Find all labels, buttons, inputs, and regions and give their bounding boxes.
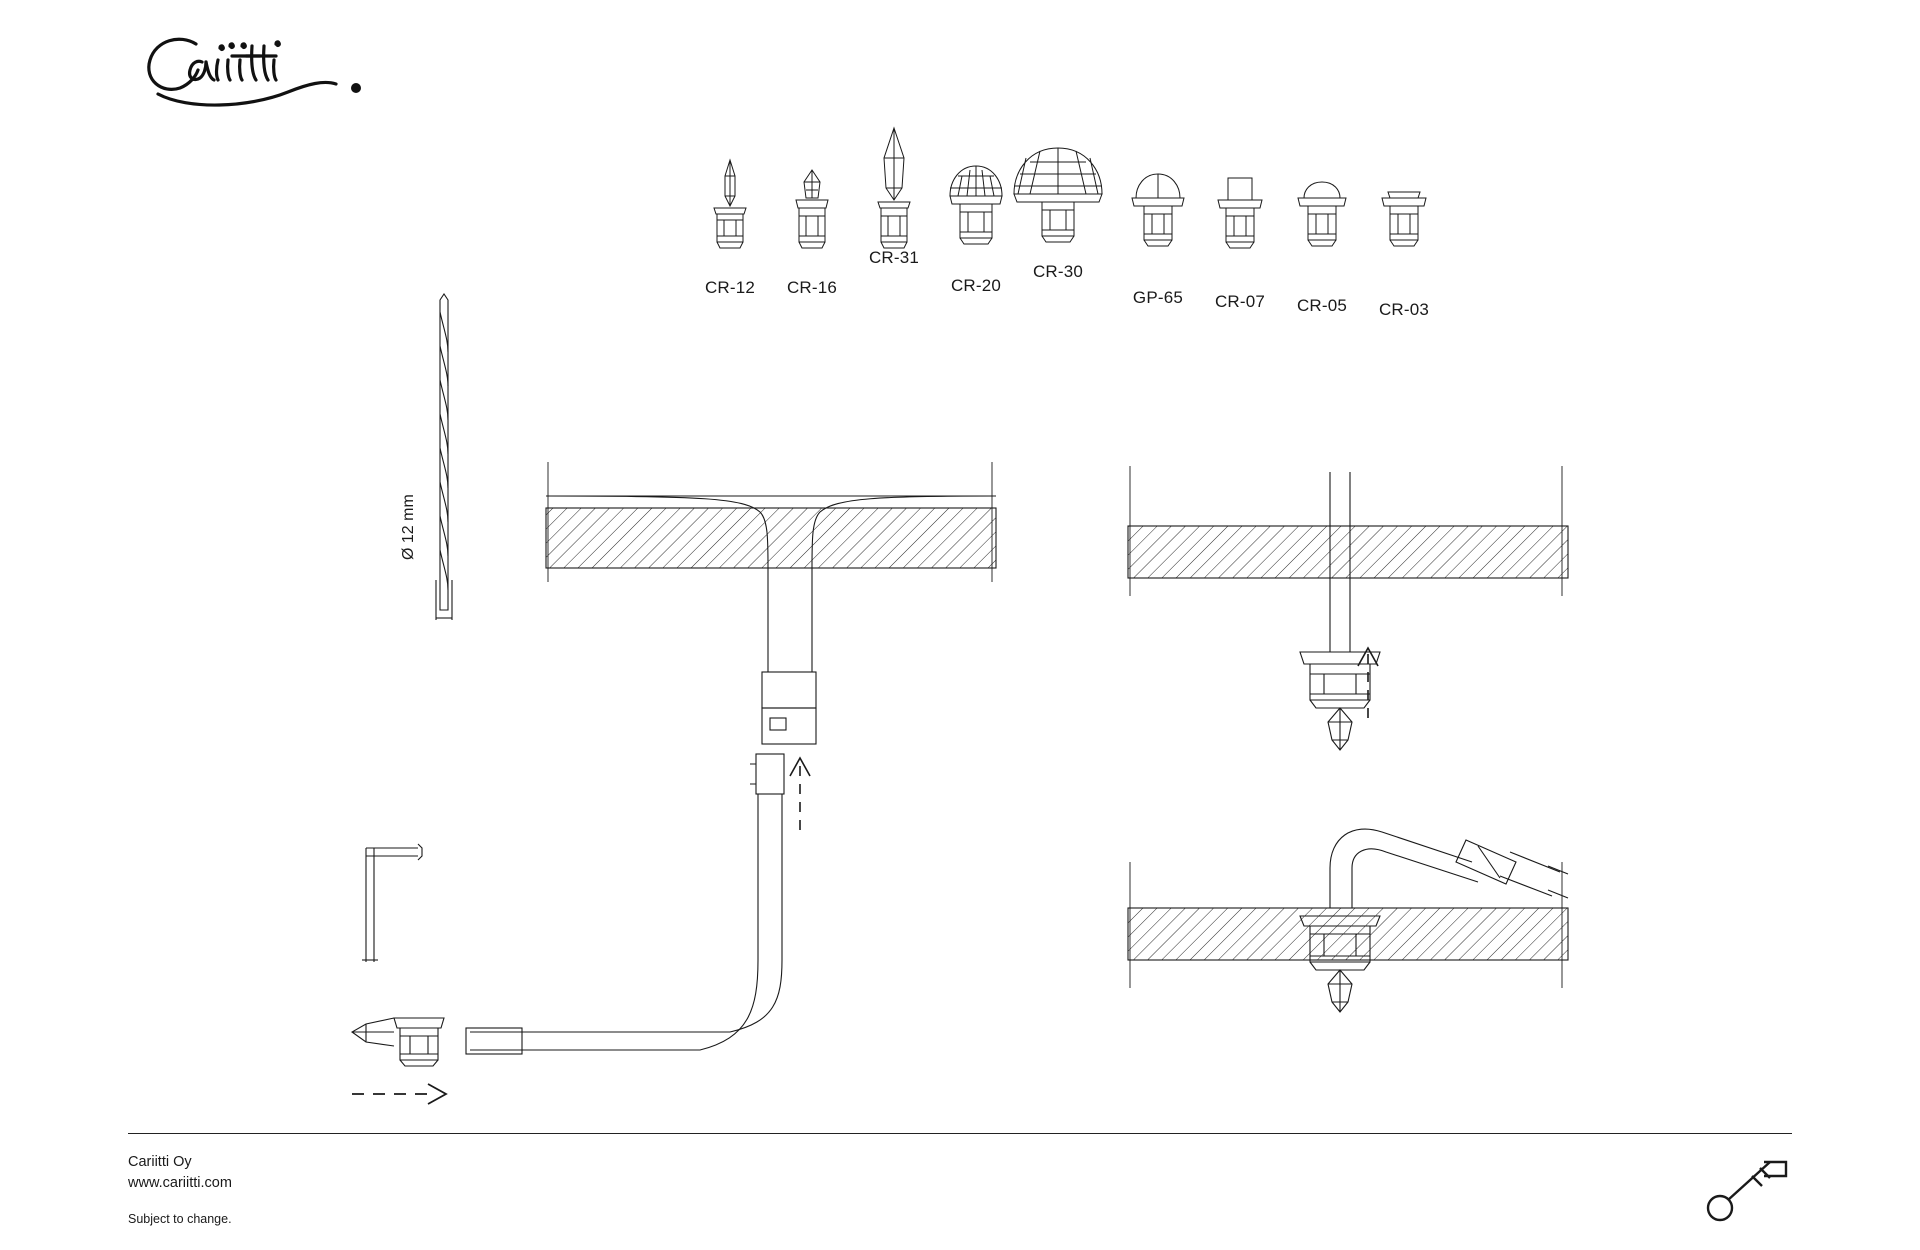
crystal-item-gp-65 [1118,160,1198,308]
crystal-item-cr-16 [772,150,852,298]
panel-section-right-top [1128,466,1568,750]
crystal-art-cr-30 [1018,134,1098,254]
crystal-art-gp-65 [1118,160,1198,280]
crystal-label: CR-03 [1378,300,1430,319]
crystal-model-row [690,120,1430,320]
crystal-item-cr-31 [854,120,934,268]
crystal-label: CR-31 [868,248,920,267]
crystal-art-cr-12 [690,150,770,270]
crystal-art-cr-03 [1364,172,1444,292]
footer-website[interactable]: www.cariitti.com [128,1175,232,1192]
crystal-label: GP-65 [1132,288,1184,307]
crystal-label: CR-12 [704,278,756,297]
drill-diameter-label: Ø 12 mm [400,494,417,560]
crystal-item-cr-05 [1282,168,1362,316]
hex-key-figure [362,844,422,962]
crystal-item-cr-20 [936,148,1016,296]
crystal-label: CR-30 [1032,262,1084,281]
crystal-item-cr-12 [690,150,770,298]
key-symbol-icon [1700,1150,1790,1230]
crystal-art-cr-16 [772,150,852,270]
arrow-head-right [1358,648,1378,666]
arrow-head-insert [428,1084,446,1104]
fixture-cable-assembly [352,754,784,1066]
crystal-art-cr-05 [1282,168,1362,288]
footer-divider [128,1133,1792,1134]
crystal-label: CR-07 [1214,292,1266,311]
drill-bit-figure [436,294,452,620]
crystal-item-cr-07 [1200,164,1280,312]
footer-company: Cariitti Oy [128,1154,192,1170]
crystal-label: CR-16 [786,278,838,297]
crystal-label: CR-20 [950,276,1002,295]
arrow-head-left [790,758,810,776]
footer-block [128,1152,232,1228]
crystal-label: CR-05 [1296,296,1348,315]
crystal-art-cr-07 [1200,164,1280,284]
crystal-item-cr-03 [1364,172,1444,320]
crystal-art-cr-20 [936,148,1016,268]
crystal-art-cr-31 [854,120,934,240]
panel-section-left [546,462,996,744]
crystal-item-cr-30 [1018,134,1098,282]
cariitti-logo [128,22,378,112]
footer-note: Subject to change. [128,1212,232,1227]
panel-section-right-bottom [1128,829,1568,1012]
